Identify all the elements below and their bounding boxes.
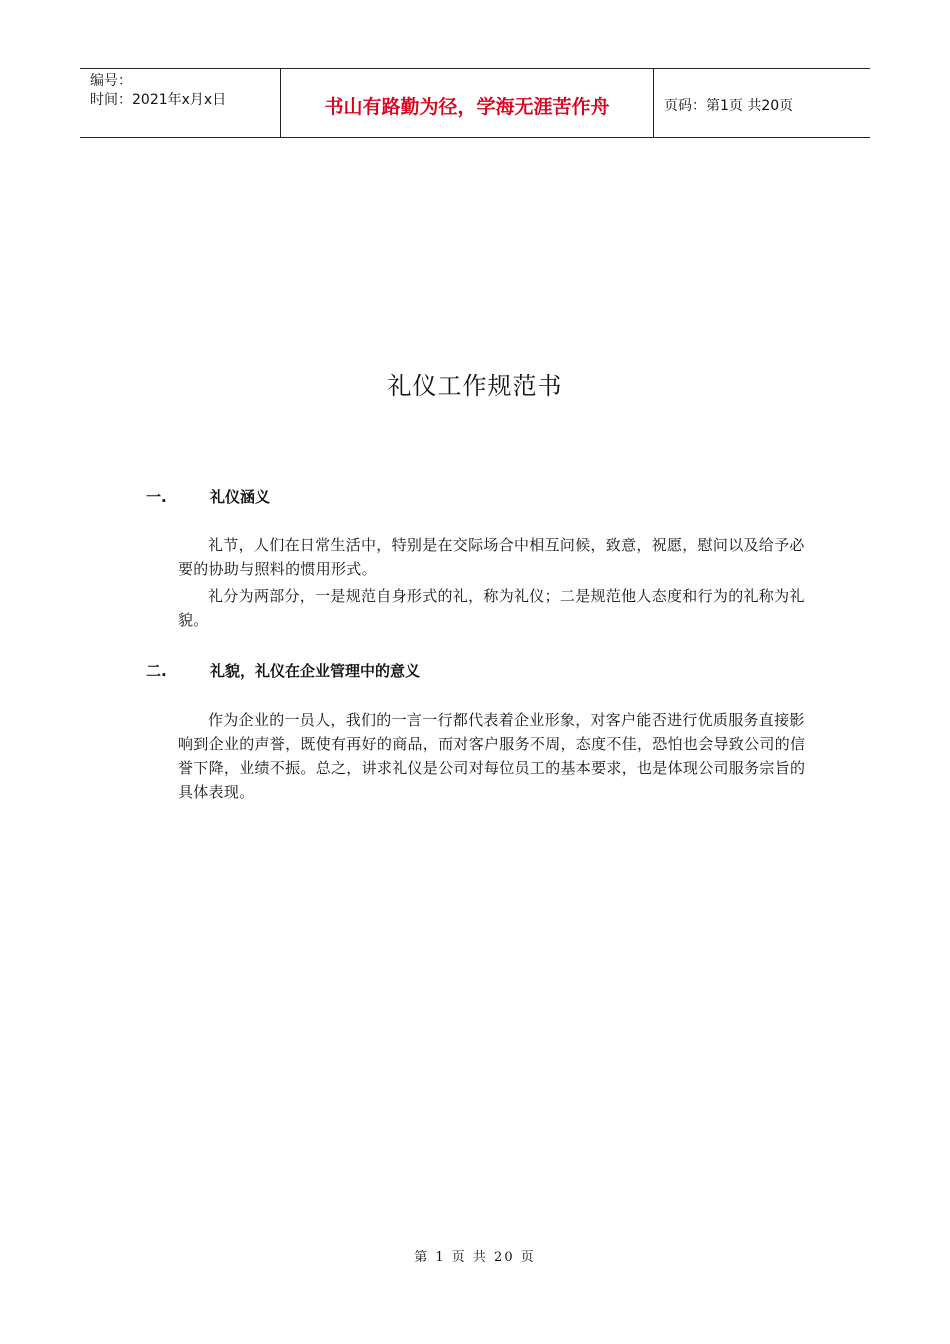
section-title: 礼貌，礼仪在企业管理中的意义: [210, 662, 421, 680]
time-label: 时间：2021年x月x日: [90, 92, 227, 108]
section-heading-1: [146, 486, 270, 507]
document-title: 礼仪工作规范书: [387, 372, 563, 400]
section-number: 一.: [146, 488, 167, 506]
page-label: 页码：第1页 共20页: [664, 98, 794, 114]
header-motto-cell: [281, 69, 654, 137]
paragraph: 礼节，人们在日常生活中，特别是在交际场合中相互问候，致意，祝愿，慰问以及给予必要的协助与照料的惯用形式。: [178, 536, 805, 578]
paragraph: 作为企业的一员人，我们的一言一行都代表着企业形象，对客户能否进行优质服务直接影响到企业的声誉，既使有再好的商品，而对客户服务不周，态度不佳，恐怕也会导致公司的信誉下降，业绩不振。总之，讲求礼仪是公司对每位员工的基本要求，也是体现公司服务宗旨的具体表现。: [178, 711, 806, 801]
section-title: 礼仪涵义: [210, 488, 271, 506]
section-number: 二.: [146, 662, 167, 680]
header-page-cell: [654, 69, 870, 137]
number-label: 编号：: [90, 73, 132, 89]
motto-text: 书山有路勤为径，学海无涯苦作舟: [324, 95, 610, 118]
paragraph: 礼分为两部分，一是规范自身形式的礼，称为礼仪；二是规范他人态度和行为的礼称为礼貌。: [178, 587, 805, 629]
document-header: [80, 68, 870, 138]
header-meta-cell: [80, 69, 281, 137]
section-heading-2: [146, 660, 420, 681]
page-footer: 第 1 页 共 20 页: [414, 1250, 536, 1265]
